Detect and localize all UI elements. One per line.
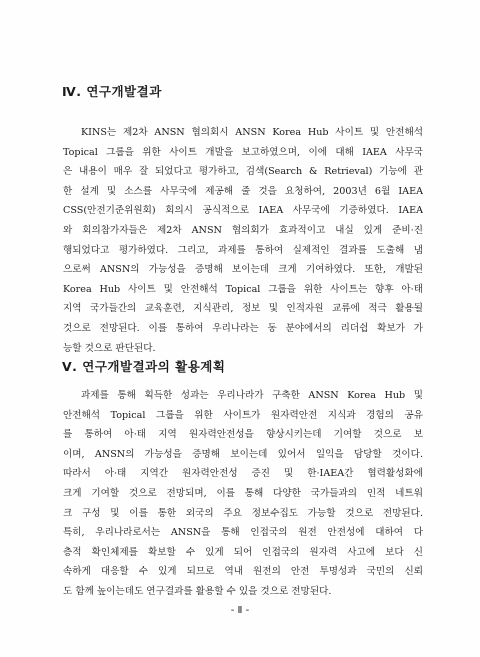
paragraph-line: 지역 국가들간의 교육훈련, 지식관리, 정보 및 인적자원 교류에 적극 활용될 bbox=[63, 303, 423, 315]
paragraph-line: Korea Hub 사이트 및 안전해석 Topical 그룹을 위한 사이트는 향후 아·태 bbox=[63, 283, 423, 295]
page-number: - Ⅱ - bbox=[230, 605, 250, 616]
paragraph-line: 으로써 ANSN의 가능성을 증명해 보이는데 크게 기여하였다. 또한, 개발된 bbox=[63, 264, 423, 276]
paragraph-line: 특히, 우리나라로서는 ANSN을 통해 인접국의 원전 안전성에 대하여 다 bbox=[63, 527, 423, 539]
paragraph-line: KINS는 제2차 ANSN 협의회시 ANSN Korea Hub 사이트 및 안전해석 bbox=[81, 127, 423, 138]
paragraph-line: Topical 그룹을 위한 사이트 개발을 보고하였으며, 이에 대해 IAEA 사무국 bbox=[63, 146, 423, 158]
paragraph-line: 속하게 대응할 수 있게 되므로 역내 원전의 안전 투명성과 국민의 신뢰 bbox=[63, 566, 423, 578]
section-paragraph-results bbox=[63, 123, 423, 358]
paragraph-line: 과제를 통해 획득한 성과는 우리나라가 구축한 ANSN Korea Hub 및 bbox=[81, 390, 423, 401]
paragraph-line: 한 설계 및 소스를 사무국에 제공해 줄 것을 요청하여, 2003년 6월 IAEA bbox=[63, 185, 423, 197]
paragraph-line: 행되었다고 평가하였다. 그리고, 과제를 통하여 실제적인 결과를 도출해 냄 bbox=[63, 244, 423, 256]
paragraph-line: 은 내용이 매우 잘 되었다고 평가하고, 검색(Search & Retrieval) 기능에 관 bbox=[63, 166, 423, 178]
paragraph-line: 크 구성 및 이를 통한 외국의 주요 정보수집도 가능할 것으로 전망된다. bbox=[63, 507, 423, 519]
paragraph-line: 층적 확인체제를 확보할 수 있게 되어 인접국의 원자력 사고에 보다 신 bbox=[63, 546, 423, 558]
section-heading-results: Ⅳ. 연구개발결과 bbox=[62, 84, 162, 99]
section-heading-utilization-plan: Ⅴ. 연구개발결과의 활용계획 bbox=[62, 359, 226, 374]
paragraph-line: CSS(안전기준위원회) 회의시 공식적으로 IAEA 사무국에 기증하였다. IAEA bbox=[63, 205, 423, 217]
paragraph-line: 를 통하여 아·태 지역 원자력안전성을 향상시키는데 기여할 것으로 보 bbox=[63, 429, 423, 441]
paragraph-line: 와 회의참가자들은 제2차 ANSN 협의회가 효과적이고 내실 있게 준비·진 bbox=[63, 224, 423, 236]
paragraph-line: 것으로 전망된다. 이를 통하여 우리나라는 동 분야에서의 리더쉽 확보가 가 bbox=[63, 322, 423, 334]
paragraph-line: 안전해석 Topical 그룹을 위한 사이트가 원자력안전 지식과 경험의 공유 bbox=[63, 409, 423, 421]
paragraph-line: 크게 기여할 것으로 전망되며, 이를 통해 다양한 국가들과의 인적 네트워 bbox=[63, 487, 423, 499]
paragraph-line: 능할 것으로 판단된다. bbox=[63, 342, 156, 354]
paragraph-line: 도 함께 높이는데도 연구결과를 활용할 수 있을 것으로 전망된다. bbox=[63, 585, 332, 597]
paragraph-line: 따라서 아·태 지역간 원자력안전성 증진 및 한·IAEA간 협력활성화에 bbox=[63, 468, 423, 480]
section-paragraph-utilization-plan bbox=[63, 386, 423, 602]
paragraph-line: 이며, ANSN의 가능성을 증명해 보이는데 있어서 일익을 담당할 것이다. bbox=[63, 448, 423, 460]
